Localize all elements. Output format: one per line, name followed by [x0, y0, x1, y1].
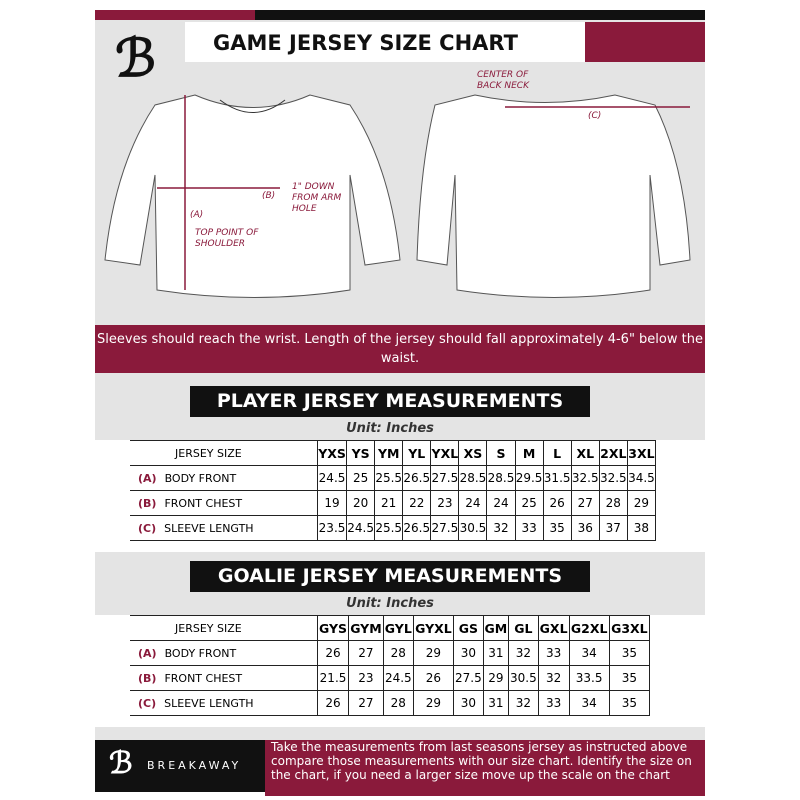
measurement-cell: 19 — [318, 491, 347, 516]
measurement-cell: 35 — [543, 516, 571, 541]
size-header-row — [130, 616, 650, 641]
measurement-cell: 35 — [609, 691, 649, 716]
measurement-cell: 22 — [403, 491, 431, 516]
measurement-cell: 32 — [509, 641, 539, 666]
size-header: GYXL — [413, 616, 453, 641]
top-stripe-black — [255, 10, 705, 20]
note-c: CENTER OF BACK NECK — [477, 70, 529, 91]
measurement-cell: 30.5 — [459, 516, 487, 541]
brand-logo: ℬ — [115, 28, 156, 89]
footer-logo: ℬ — [109, 746, 133, 781]
measurement-cell: 27.5 — [431, 516, 459, 541]
size-header-row — [130, 441, 656, 466]
row-label: BODY FRONT — [164, 471, 237, 485]
size-header: YS — [347, 441, 375, 466]
measurement-cell: 33 — [515, 516, 543, 541]
measurement-cell: 28.5 — [459, 466, 487, 491]
measurement-cell: 33 — [538, 691, 569, 716]
measurement-cell: 30 — [454, 641, 484, 666]
row-letter: (C) — [138, 521, 157, 535]
measurement-cell: 26.5 — [403, 516, 431, 541]
measurement-cell: 23.5 — [318, 516, 347, 541]
measurement-cell: 35 — [609, 641, 649, 666]
measurement-row — [130, 491, 656, 516]
measurement-cell: 29.5 — [515, 466, 543, 491]
measurement-cell: 26 — [543, 491, 571, 516]
measurement-cell: 29 — [413, 641, 453, 666]
measurement-cell: 27 — [571, 491, 599, 516]
measurement-cell: 29 — [627, 491, 655, 516]
jersey-diagram — [95, 65, 705, 320]
measurement-cell: 23 — [349, 666, 384, 691]
label-a: (A) — [190, 210, 204, 220]
size-header: XL — [571, 441, 599, 466]
top-stripe-maroon — [95, 10, 255, 20]
measurement-cell: 24.5 — [347, 516, 375, 541]
measurement-cell: 29 — [483, 666, 508, 691]
page-title: GAME JERSEY SIZE CHART — [185, 22, 585, 62]
size-header: GXL — [538, 616, 569, 641]
footer-brand — [95, 740, 265, 792]
size-label: JERSEY SIZE — [130, 441, 318, 466]
size-header: XS — [459, 441, 487, 466]
size-header: G3XL — [609, 616, 649, 641]
player-unit: Unit: Inches — [346, 421, 434, 436]
measurement-cell: 21 — [375, 491, 403, 516]
row-letter: (C) — [138, 696, 157, 710]
measurement-cell: 38 — [627, 516, 655, 541]
measurement-row — [130, 466, 656, 491]
measurement-cell: 32 — [487, 516, 515, 541]
measurement-cell: 25.5 — [375, 516, 403, 541]
fit-banner: Sleeves should reach the wrist. Length of the jersey should fall approximately 4-6" below the waist. — [95, 325, 705, 373]
row-label: FRONT CHEST — [164, 671, 243, 685]
row-label: SLEEVE LENGTH — [164, 521, 254, 535]
measurement-cell: 27 — [349, 691, 384, 716]
player-title: PLAYER JERSEY MEASUREMENTS — [190, 386, 590, 417]
size-header: M — [515, 441, 543, 466]
size-header: L — [543, 441, 571, 466]
measurement-cell: 23 — [431, 491, 459, 516]
label-c: (C) — [588, 111, 602, 121]
measurement-cell: 28 — [599, 491, 627, 516]
measurement-cell: 30.5 — [509, 666, 539, 691]
measurement-cell: 24.5 — [318, 466, 347, 491]
size-header: YXS — [318, 441, 347, 466]
measurement-cell: 34.5 — [627, 466, 655, 491]
size-header: G2XL — [569, 616, 609, 641]
measurement-row — [130, 666, 650, 691]
row-label: SLEEVE LENGTH — [164, 696, 254, 710]
measurement-row — [130, 516, 656, 541]
measurement-cell: 21.5 — [318, 666, 349, 691]
measurement-cell: 27.5 — [431, 466, 459, 491]
measurement-cell: 27 — [349, 641, 384, 666]
measurement-cell: 28.5 — [487, 466, 515, 491]
measurement-cell: 26 — [413, 666, 453, 691]
size-label: JERSEY SIZE — [130, 616, 318, 641]
measurement-row — [130, 691, 650, 716]
measurement-cell: 35 — [609, 666, 649, 691]
size-header: S — [487, 441, 515, 466]
measurement-cell: 36 — [571, 516, 599, 541]
measurement-cell: 26 — [318, 641, 349, 666]
size-header: GYL — [383, 616, 413, 641]
measurement-cell: 28 — [383, 641, 413, 666]
size-header: YXL — [431, 441, 459, 466]
goalie-table — [130, 615, 650, 716]
row-label: FRONT CHEST — [164, 496, 243, 510]
row-label: BODY FRONT — [164, 646, 237, 660]
goalie-unit: Unit: Inches — [346, 596, 434, 611]
measurement-cell: 33.5 — [569, 666, 609, 691]
measurement-cell: 26.5 — [403, 466, 431, 491]
row-letter: (A) — [138, 646, 157, 660]
footer-brand-name: BREAKAWAY — [147, 759, 242, 772]
size-header: 2XL — [599, 441, 627, 466]
measurement-cell: 32.5 — [571, 466, 599, 491]
measurement-cell: 32.5 — [599, 466, 627, 491]
measurement-cell: 20 — [347, 491, 375, 516]
row-letter: (A) — [138, 471, 157, 485]
measurement-cell: 34 — [569, 641, 609, 666]
measurement-row — [130, 641, 650, 666]
size-header: YM — [375, 441, 403, 466]
measurement-cell: 32 — [509, 691, 539, 716]
size-header: GM — [483, 616, 508, 641]
measurement-cell: 27.5 — [454, 666, 484, 691]
measurement-cell: 24 — [487, 491, 515, 516]
footer-instructions: Take the measurements from last seasons jersey as instructed above compare those measurements with our size chart. Identify the size on the chart, if you need a larger size move up the scale on the chart — [265, 740, 705, 796]
title-accent — [585, 22, 705, 62]
note-a: TOP POINT OF SHOULDER — [195, 228, 259, 249]
measurement-cell: 31.5 — [543, 466, 571, 491]
label-b: (B) — [262, 191, 276, 201]
measurement-cell: 32 — [538, 666, 569, 691]
measurement-cell: 26 — [318, 691, 349, 716]
size-header: GYS — [318, 616, 349, 641]
measurement-cell: 25 — [515, 491, 543, 516]
measurement-cell: 25.5 — [375, 466, 403, 491]
measurement-cell: 28 — [383, 691, 413, 716]
goalie-title: GOALIE JERSEY MEASUREMENTS — [190, 561, 590, 592]
note-b: 1" DOWN FROM ARM HOLE — [292, 182, 342, 214]
jersey-back — [417, 95, 690, 298]
row-letter: (B) — [138, 671, 157, 685]
measurement-cell: 31 — [483, 691, 508, 716]
measurement-cell: 31 — [483, 641, 508, 666]
size-header: GS — [454, 616, 484, 641]
measurement-cell: 33 — [538, 641, 569, 666]
player-table — [130, 440, 656, 541]
measurement-cell: 29 — [413, 691, 453, 716]
measurement-cell: 24.5 — [383, 666, 413, 691]
jersey-front — [105, 95, 400, 298]
measurement-cell: 25 — [347, 466, 375, 491]
measurement-cell: 30 — [454, 691, 484, 716]
size-header: GYM — [349, 616, 384, 641]
measurement-cell: 34 — [569, 691, 609, 716]
size-header: YL — [403, 441, 431, 466]
size-header: GL — [509, 616, 539, 641]
measurement-cell: 37 — [599, 516, 627, 541]
row-letter: (B) — [138, 496, 157, 510]
size-header: 3XL — [627, 441, 655, 466]
measurement-cell: 24 — [459, 491, 487, 516]
